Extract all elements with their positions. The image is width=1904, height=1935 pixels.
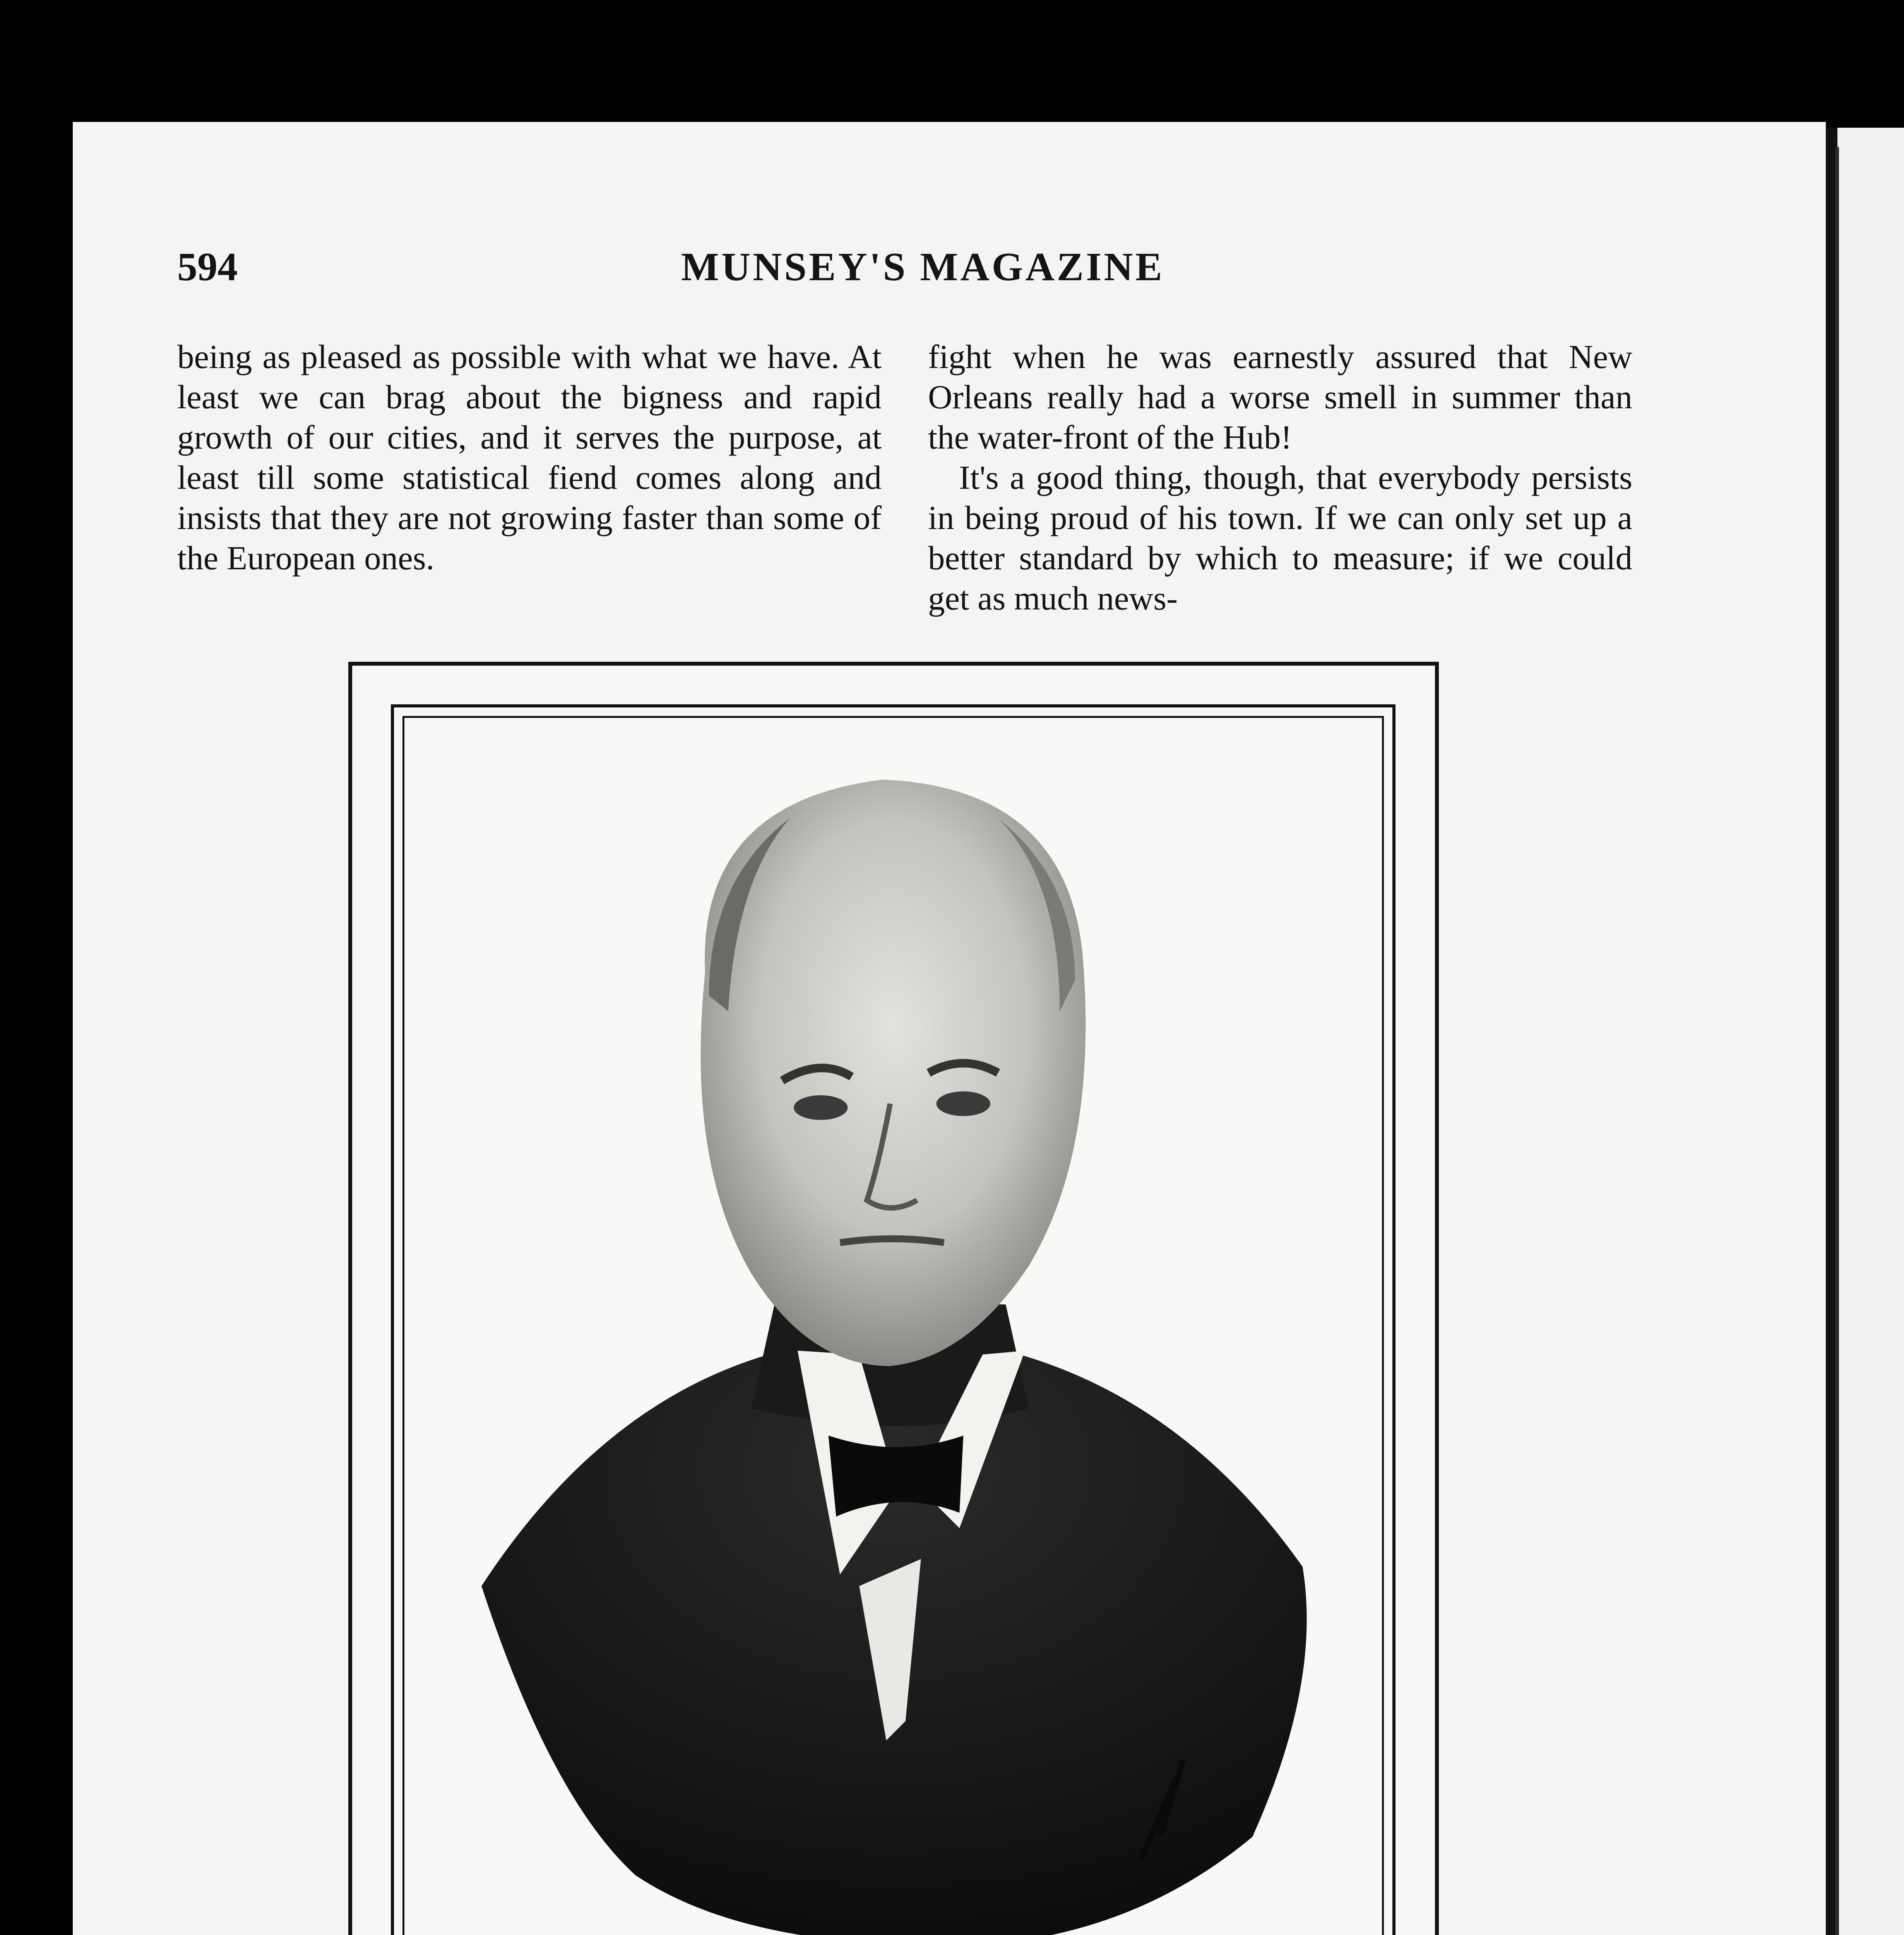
page-number: 594: [177, 245, 238, 289]
portrait-frame: [402, 716, 1384, 1935]
portrait-illustration-icon: [404, 718, 1382, 1935]
running-head: MUNSEY'S MAGAZINE: [681, 245, 1164, 289]
paragraph: It's a good thing, though, that everybody persists in being proud of his town. If we can only set up a better standard by which to measure; if we could get as much news-: [928, 459, 1632, 617]
paragraph: fight when he was earnestly assured that New Orleans really had a worse smell in summer than the water-front of the Hub!: [928, 338, 1632, 456]
adjacent-page-border: [1835, 147, 1839, 1935]
top-right-column: [928, 337, 1632, 618]
adjacent-page-edge: [1837, 128, 1904, 1935]
top-left-column: [177, 337, 882, 578]
paragraph: being as pleased as possible with what we have. At least we can brag about the bigness and rapid growth of our cities, and it serves the purpose, at least till some statistical fiend comes along and insists that they are not growing faster than some of the European ones.: [177, 338, 882, 577]
